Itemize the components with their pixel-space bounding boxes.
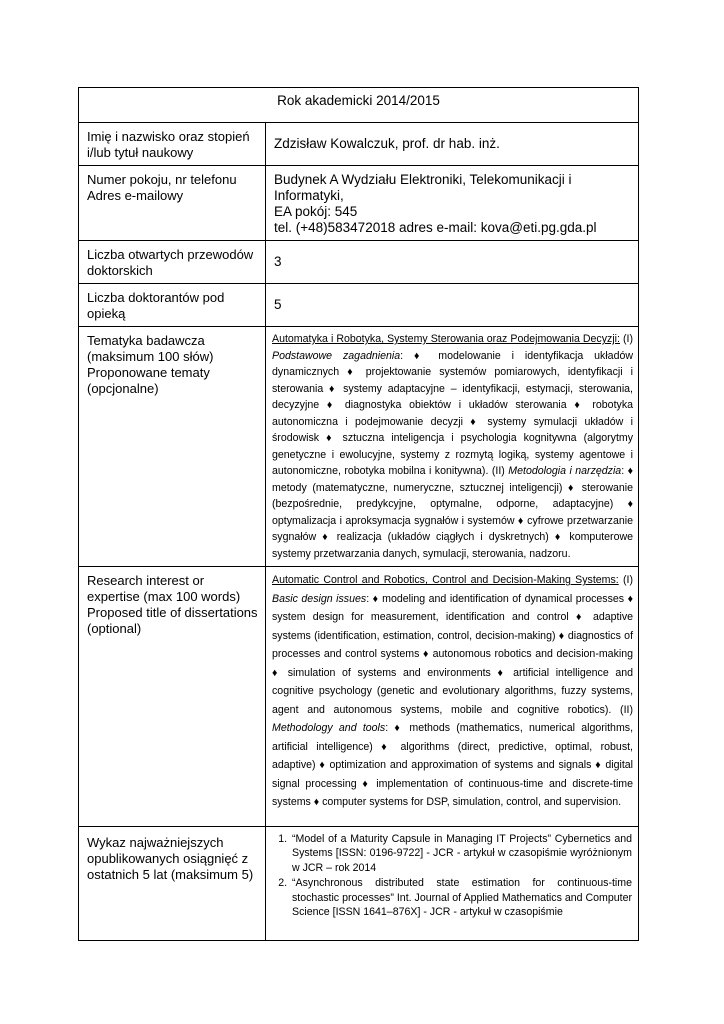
contact-line-1: Budynek A Wydziału Elektroniki, Telekomunikacji i Informatyki, [274, 172, 572, 203]
row-publications [79, 826, 639, 940]
research-pl-part1-prefix: (I) [623, 333, 634, 345]
publications-label: Wykaz najważniejszych opublikowanych osiągnięć z ostatnich 5 lat (maksimum 5) [79, 826, 266, 940]
research-pl-part1-title: Podstawowe zagadnienia [272, 349, 401, 362]
research-en-part2-prefix: (II) [620, 703, 633, 716]
research-en-part1-prefix: (I) [623, 574, 634, 586]
contact-line-3: tel. (+48)583472018 adres e-mail: kova@eti.pg.gda.pl [274, 220, 597, 235]
document-table-wrapper [78, 87, 638, 941]
contact-value [266, 166, 639, 241]
research-en-part2-text: : ♦ methods (mathematics, numerical algorithms, artificial intelligence) ♦ algorithms (direct, predictive, optimal, robust, adaptive) ♦ optimization and approximation of systems and signals ♦ digital signal processing ♦ implementation of continuous-time and discrete-time systems ♦ computer systems for DSP, simulation, control, and supervision. [272, 722, 634, 808]
publications-cell [266, 826, 639, 940]
header-row [79, 88, 639, 123]
contact-label: Numer pokoju, nr telefonu Adres e-mailowy [79, 166, 266, 241]
research-en-title: Automatic Control and Robotics, Control and Decision-Making Systems: [272, 574, 619, 586]
open-phd-label: Liczba otwartych przewodów doktorskich [79, 241, 266, 284]
row-phd-students [79, 284, 639, 327]
research-en-label: Research interest or expertise (max 100 words) Proposed title of dissertations (optional) [79, 567, 266, 827]
info-table [78, 87, 639, 941]
name-label: Imię i nazwisko oraz stopień i/lub tytuł naukowy [79, 123, 266, 166]
row-open-phd [79, 241, 639, 284]
open-phd-value: 3 [266, 241, 639, 284]
research-en-part1-text: : ♦ modeling and identification of dynamical processes ♦ system design for measurement, identification and control ♦ adaptive systems (identification, estimation, control, decision-making) ♦ diagnostics of processes and control systems ♦ autonomous robotics and decision-making ♦ simulation of systems and environments ♦ artificial intelligence and cognitive psychology (genetic and evolutionary algorithms, fuzzy systems, agent and autonomous systems, mobile and cognitive robotics). [272, 592, 634, 716]
research-pl-part2-prefix: (II) [491, 465, 505, 477]
research-pl-title: Automatyka i Robotyka, Systemy Sterowania oraz Podejmowania Decyzji: [272, 333, 620, 345]
research-pl-part1-text: : ♦ modelowanie i identyfikacja układów dynamicznych ♦ projektowanie systemów pomiarowych, identyfikacji i sterowania ♦ systemy adaptacyjne – identyfikacji, estymacji, sterowania, decyzyjne ♦ diagnostyka obiektów i układów sterowania ♦ robotyka autonomiczna i podejmowanie decyzji ♦ systemy symulacji układów i środowisk ♦ sztuczna inteligencja i psychologia kognitywna (algorytmy genetyczne i ewolucyjne, systemy z rozmytą logiką, systemy agentowe i autonomiczne, robotyka mobilna i konitywna). [272, 349, 634, 477]
academic-year: Rok akademicki 2014/2015 [79, 88, 639, 123]
research-pl-label: Tematyka badawcza (maksimum 100 słów) Proponowane tematy (opcjonalne) [79, 327, 266, 567]
row-contact [79, 166, 639, 241]
research-en-part2-title: Methodology and tools [272, 722, 386, 734]
publications-clip [272, 832, 632, 940]
row-research-pl [79, 327, 639, 567]
research-pl-text [266, 327, 639, 567]
row-research-en [79, 567, 639, 827]
publication-item: 1. “Model of a Maturity Capsule in Managing IT Projects” Cybernetics and Systems [ISSN: 0196-9722] - JCR - artykuł w czasopiśmie wyróżnionym w JCR – rok 2014 [290, 832, 632, 876]
row-name [79, 123, 639, 166]
research-pl-part2-title: Metodologia i narzędzia [508, 465, 622, 477]
contact-line-2: EA pokój: 545 [274, 204, 358, 219]
research-pl-part2-text: : ♦ metody (matematyczne, numeryczne, sztucznej inteligencji) ♦ sterowanie (bezpośrednie, predykcyjne, optymalne, odporne, adaptacyjne) ♦ optymalizacja i aproksymacja sygnałów i systemów ♦ cyfrowe przetwarzanie sygnałów ♦ realizacja (układów ciągłych i dyskretnych) ♦ komputerowe systemy przetwarzania danych, symulacji, sterowania, nadzoru. [272, 465, 634, 560]
research-en-part1-title: Basic design issues [272, 592, 367, 605]
research-en-text [266, 567, 639, 827]
phd-students-label: Liczba doktorantów pod opieką [79, 284, 266, 327]
publications-list [272, 832, 632, 921]
name-value: Zdzisław Kowalczuk, prof. dr hab. inż. [266, 123, 639, 166]
phd-students-value: 5 [266, 284, 639, 327]
publication-item: 2. “Asynchronous distributed state estimation for continuous-time stochastic processes” Int. Journal of Applied Mathematics and Computer Science [ISSN 1641–876X] - JCR - artykuł w czasopiśmie [290, 876, 632, 920]
